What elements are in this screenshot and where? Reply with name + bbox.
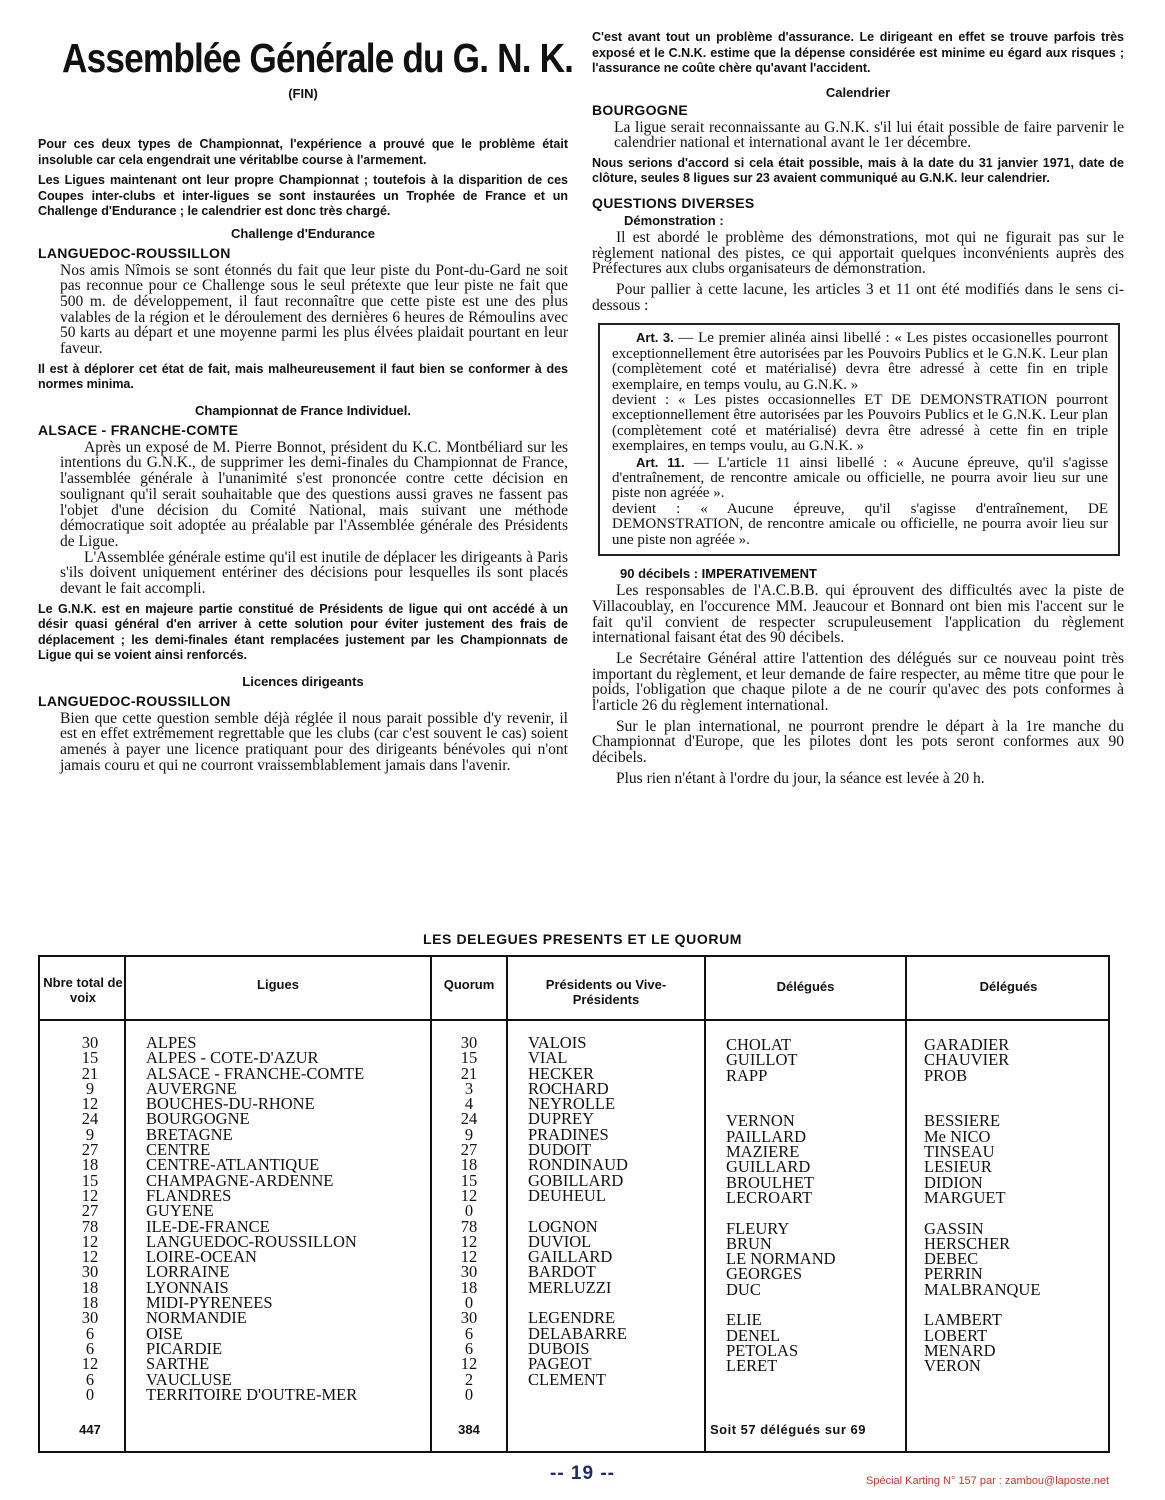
intro-paragraph-2: Les Ligues maintenant ont leur propre Championnat ; toutefois à la disparition de ces Coupes inter-clubs et inter-ligues se sont instaurées un Trophée de France et un Challenge d'Endurance ; le calendrier est donc très chargé. [38,173,568,218]
delegue-cell: CHOLAT [726,1035,792,1054]
president-cell: PAGEOT [528,1354,592,1374]
quorum-cell: 21 [460,1063,478,1083]
quorum-cell: 15 [460,1170,478,1190]
subheading-demonstration: Démonstration : [624,212,724,228]
column-quorum [436,1035,502,1402]
delegue-cell: LESIEUR [924,1157,992,1177]
voix-cell: 0 [85,1384,95,1404]
quorum-cell: 30 [460,1308,478,1328]
voix-cell: 9 [85,1078,95,1098]
article-3-text: — Le premier alinéa ainsi libellé : « Les pistes occasionelles pourront exceptionnellement être autorisées par les Pouvoirs Publics et le G.N.K. Leur plan (complètement coté et matérialisé) devra être adressé à cette fin en triple exemplaire, en temps voulu, au G.N.K. » [612,330,1108,393]
total-quorum: 384 [458,1422,480,1437]
delegue-cell: GEORGES [726,1264,803,1284]
quorum-cell: 12 [460,1247,478,1267]
delegue-cell: HERSCHER [924,1233,1011,1253]
assurance-paragraph: C'est avant tout un problème d'assurance. Le dirigeant en effet se trouve parfois très exposé et le C.N.K. estime que la dépense considérée est minime eu égard aux risques ; l'assurance ne coûte chère qu'avant l'accident. [592,30,1124,75]
championnat-paragraph-1: Après un exposé de M. Pierre Bonnot, président du K.C. Montbéliard sur les intentions du G.N.K., de supprimer les demi-finales du Championnat de France, l'assemblée générale à l'unanimité s'est prononcée contre cette décision en soulignant qu'il serait souhaitable que des questions aussi graves ne fassent pas l'objet d'une décision du Comité National, mais suivant une méthode démocratique soit adoptée au préalable par l'Assemblée générale des Présidents de Ligue. [60,438,568,550]
quorum-cell: 12 [460,1185,478,1205]
left-column [38,30,574,774]
ligue-cell: GUYENE [146,1201,214,1221]
president-cell: VIAL [528,1048,568,1068]
delegue-cell: RAPP [726,1065,768,1085]
column-presidents [528,1035,698,1402]
delegue-cell: GARADIER [924,1035,1010,1054]
ligue-cell: CENTRE [146,1140,211,1160]
ligue-cell: NORMANDIE [146,1308,247,1328]
delegue-cell: MENARD [924,1340,996,1360]
table-divider [905,957,907,1451]
header-quorum: Quorum [443,977,495,992]
endurance-paragraph-1: Nos amis Nîmois se sont étonnés du fait que leur piste du Pont-du-Gard ne soit pas reconnue pour ce Challenge sous le seul prétexte que leur piste ne fait que 500 m. de développement, il faut reconnaître que cette piste est une des plus valables de la région et le déroulement des dernières 6 heures de Rémoulins avec 50 karts au départ et une moyenne parmi les plus élvées plaidait pourtant en leur faveur. [60,261,568,358]
section-heading-endurance: Challenge d'Endurance [231,225,375,241]
article-3 [612,330,1108,393]
section-heading-calendrier: Calendrier [825,84,891,100]
delegue-cell: PROB [924,1065,968,1085]
delegue-cell: LOBERT [924,1325,988,1345]
quorum-cell: 2 [464,1369,474,1389]
president-cell: GOBILLARD [528,1170,624,1190]
delegue-cell: TINSEAU [924,1142,995,1162]
quorum-cell: 9 [464,1124,474,1144]
delegue-cell: LERET [726,1356,778,1376]
delegue-cell [726,1083,901,1098]
voix-cell: 6 [85,1338,95,1358]
delegue-cell: BROULHET [726,1172,814,1192]
ligue-cell: AUVERGNE [146,1078,237,1098]
quorum-cell: 12 [460,1354,478,1374]
president-cell: RONDINAUD [528,1155,628,1175]
voix-cell: 12 [81,1231,99,1251]
voix-cell: 78 [81,1216,99,1236]
ligue-cell: BRETAGNE [146,1124,233,1144]
ligue-cell: SARTHE [146,1354,210,1374]
table-divider [506,957,508,1451]
voix-cell: 18 [81,1277,99,1297]
voix-cell: 12 [81,1247,99,1267]
president-cell: DUVIOL [528,1231,592,1251]
president-cell: GAILLARD [528,1247,613,1267]
quorum-cell: 15 [460,1048,478,1068]
quorum-cell: 24 [460,1109,478,1129]
article-11-new: devient : « Aucune épreuve, qu'il s'agisse d'entraînement, DE DEMONSTRATION, de rencontre amicale ou officielle, ne pourra avoir lieu sur une piste non agréée ». [612,500,1108,548]
delegue-cell [924,1083,1104,1098]
delegue-cell: VERNON [726,1111,795,1131]
ligue-cell: ALPES - COTE-D'AZUR [146,1048,319,1068]
delegates-table [38,955,1110,1453]
table-divider [430,957,432,1451]
voix-cell: 12 [81,1354,99,1374]
ligue-cell: ALSACE - FRANCHE-COMTE [146,1063,365,1083]
header-ligues: Ligues [257,977,299,992]
ligue-cell: LORRAINE [146,1262,230,1282]
calendrier-paragraph-2: Nous serions d'accord si cela était possible, mais à la date du 31 janvier 1971, date de clôture, seules 8 ligues sur 23 avaient communiqué au G.N.K. leur calendrier. [592,155,1124,186]
ligue-cell: MIDI-PYRENEES [146,1293,273,1313]
president-cell: DEUHEUL [528,1185,606,1205]
intro-paragraph-1: Pour ces deux types de Championnat, l'expérience a prouvé que le problème était insoluble car cela engendrait une véritablbe course à l'armement. [38,137,568,167]
total-voix: 447 [79,1422,101,1437]
voix-cell: 18 [81,1155,99,1175]
voix-cell: 12 [81,1094,99,1114]
delegue-cell: DIDION [924,1172,983,1192]
president-cell: HECKER [528,1063,594,1083]
delegue-cell: LE NORMAND [726,1249,836,1269]
article-3-label: Art. 3. [636,330,674,346]
president-cell: DELABARRE [528,1323,627,1343]
calendrier-paragraph-1: La ligue serait reconnaissante au G.N.K. s'il lui était possible de faire parvenir le calendrier national et international avant le 1er décembre. [614,118,1124,152]
voix-cell: 30 [81,1033,99,1052]
column-voix [60,1035,120,1402]
column-delegues-1 [726,1037,901,1404]
voix-cell: 30 [81,1262,99,1282]
voix-cell: 15 [81,1048,99,1068]
president-cell: BARDOT [528,1262,596,1282]
header-presidents: Présidents ou Vive-Présidents [545,977,667,1007]
quorum-cell: 78 [460,1216,478,1236]
quorum-cell: 0 [464,1201,474,1221]
demonstration-paragraph-2: Pour pallier à cette lacune, les articles 3 et 11 ont été modifiés dans le sens ci-dessous : [592,281,1124,314]
voix-cell: 9 [85,1124,95,1144]
licences-paragraph: Bien que cette question semble déjà réglée il nous parait possible d'y revenir, il est en effet extrêmement regrettable que les clubs (car c'est souvent le cas) soient amenés à payer une licence pratiquant pour des dirigeants bénévoles qui n'ont jamais couru et qui ne courront vraissemblablement jamais dans l'avenir. [60,709,568,774]
decibels-paragraph-2: Le Secrétaire Général attire l'attention des délégués sur ce nouveau point très important du règlement, et leur demande de faire respecter, au même titre que pour le poids, l'obligation que chaque pilote a de ne courir qu'avec des pots conformes à l'article 26 du règlement international. [592,649,1124,715]
section-heading-licences: Licences dirigeants [242,673,364,689]
page-number: -- 19 -- [550,1463,615,1484]
table-title: LES DELEGUES PRESENTS ET LE QUORUM [422,931,743,947]
president-cell: LOGNON [528,1216,598,1236]
league-heading: ALSACE - FRANCHE-COMTE [38,421,239,438]
delegue-cell: LECROART [726,1187,813,1207]
quorum-cell: 0 [464,1384,474,1404]
president-cell: LEGENDRE [528,1308,616,1328]
delegue-cell [726,1389,901,1404]
ligue-cell: ALPES [146,1033,197,1052]
voix-cell: 18 [81,1293,99,1313]
ligue-cell: LOIRE-OCEAN [146,1247,257,1267]
league-heading: LANGUEDOC-ROUSSILLON [38,244,231,261]
ligue-cell: CENTRE-ATLANTIQUE [146,1155,320,1175]
delegue-cell [924,1389,1104,1404]
delegue-cell: DEBEC [924,1249,979,1269]
president-cell: ROCHARD [528,1078,609,1098]
subtitle: (FIN) [288,86,318,101]
delegue-cell: CHAUVIER [924,1050,1010,1070]
delegue-cell: PETOLAS [726,1340,799,1360]
delegue-cell: MARGUET [924,1187,1006,1207]
voix-cell: 21 [81,1063,99,1083]
decibels-paragraph-1: Les responsables de l'A.C.B.B. qui éprouvent des difficultés avec la piste de Villacoublay, en l'occurence MM. Jeaucour et Bonnard ont bien mis l'accent sur le fait qu'il convient de respecter scrupuleusement l'application du règlement international faisant état des 90 décibels. [592,582,1124,647]
voix-cell: 27 [81,1201,99,1221]
article-3-new: devient : « Les pistes occasionnelles ET DE DEMONSTRATION pourront exceptionnellement être autorisées par les Pouvoirs Publics et le G.N.K. Leur plan (complètement coté et matérialisé) devra être adressé à cette fin en triple exemplaires, en temps voulu, au G.N.K. » [612,392,1108,455]
delegue-cell [726,1374,901,1389]
voix-cell: 30 [81,1308,99,1328]
quorum-cell: 6 [464,1323,474,1343]
voix-cell: 24 [81,1109,99,1129]
demonstration-paragraph-1: Il est abordé le problème des démonstrations, mot qui ne figurait pas sur le règlement national des pistes, ce qui apportait quelques inconvénients auprès des Préfectures aux clubs organisateurs de démonstration. [592,228,1124,278]
league-heading: BOURGOGNE [592,101,689,118]
ligue-cell: LANGUEDOC-ROUSSILLON [146,1231,357,1251]
delegue-cell: MALBRANQUE [924,1279,1041,1299]
quorum-cell: 30 [460,1033,478,1052]
president-cell: DUDOIT [528,1140,592,1160]
section-heading-decibels: 90 décibels : IMPERATIVEMENT [620,566,817,582]
ligue-cell: BOUCHES-DU-RHONE [146,1094,315,1114]
ligue-cell: OISE [146,1323,183,1343]
delegue-cell: LAMBERT [924,1310,1002,1330]
ligue-cell: BOURGOGNE [146,1109,250,1129]
header-voix: Nbre total de voix [43,975,123,1005]
delegue-cell: BRUN [726,1233,772,1253]
article-11 [612,455,1108,502]
delegue-cell: GUILLOT [726,1050,798,1070]
article-11-label: Art. 11. [636,454,685,470]
quorum-cell: 27 [460,1140,478,1160]
right-column [592,30,1124,787]
page-title: Assemblée Générale du G. N. K. [62,35,574,81]
delegue-cell: MAZIERE [726,1142,800,1162]
quorum-cell: 30 [460,1262,478,1282]
ligue-cell: FLANDRES [146,1185,232,1205]
delegue-cell: GASSIN [924,1218,984,1238]
quorum-cell: 18 [460,1277,478,1297]
header-delegues-2: Délégués [979,979,1038,994]
column-delegues-2 [924,1037,1104,1404]
quorum-cell: 4 [464,1094,474,1114]
quorum-cell: 3 [464,1078,474,1098]
delegue-cell: BESSIERE [924,1111,1001,1131]
president-cell: VALOIS [528,1033,587,1052]
endurance-paragraph-2: Il est à déplorer cet état de fait, mais malheureusement il faut bien se conformer à des normes minima. [38,361,568,392]
voix-cell: 6 [85,1369,95,1389]
president-cell: PRADINES [528,1124,609,1144]
championnat-paragraph-3: Le G.N.K. est en majeure partie constitué de Présidents de ligue qui ont accédé à un désir quasi général d'en arriver à cette solution pour éviter justement des frais de déplacement ; les demi-finales étant remplacées justement par les Championnats de Ligue qui se voient ainsi renforcés. [38,601,568,663]
ligue-cell: TERRITOIRE D'OUTRE-MER [146,1384,358,1404]
quorum-cell: 0 [464,1293,474,1313]
delegates-summary: Soit 57 délégués sur 69 [710,1422,867,1437]
voix-cell: 27 [81,1140,99,1160]
voix-cell: 6 [85,1323,95,1343]
delegue-cell: ELIE [726,1310,762,1330]
delegue-cell: PAILLARD [726,1126,807,1146]
article-11-text: — L'article 11 ainsi libellé : « Aucune épreuve, qu'il s'agisse d'entraînement, de rencontre amicale ou officielle, ne pourra avoir lieu sur une piste non agréée ». [612,454,1108,502]
ligue-cell: VAUCLUSE [146,1369,232,1389]
president-cell: DUPREY [528,1109,595,1129]
header-delegues-1: Délégués [776,979,835,994]
voix-cell: 12 [81,1185,99,1205]
section-heading-questions: QUESTIONS DIVERSES [592,194,755,211]
quorum-cell: 18 [460,1155,478,1175]
delegue-cell: DENEL [726,1325,781,1345]
decibels-paragraph-3: Sur le plan international, ne pourront prendre le départ à la 1re manche du Championnat d'Europe, que les pilotes dont les pots seront conformes aux 90 décibels. [592,717,1124,767]
ligue-cell: ILE-DE-FRANCE [146,1216,270,1236]
league-heading: LANGUEDOC-ROUSSILLON [38,692,231,709]
president-cell: NEYROLLE [528,1094,616,1114]
footer-credit: Spécial Karting N° 157 par : zambou@laposte.net [866,1475,1110,1487]
voix-cell: 15 [81,1170,99,1190]
column-ligues [146,1035,426,1402]
delegue-cell: Me NICO [924,1126,991,1146]
table-divider [704,957,706,1451]
ligue-cell: PICARDIE [146,1338,223,1358]
president-cell [528,1387,698,1402]
quorum-cell: 12 [460,1231,478,1251]
ligue-cell: CHAMPAGNE-ARDENNE [146,1170,334,1190]
section-heading-championnat: Championnat de France Individuel. [195,402,411,418]
delegue-cell: GUILLARD [726,1157,811,1177]
delegue-cell [924,1374,1104,1389]
table-divider [124,957,126,1451]
championnat-paragraph-2: L'Assemblée générale estime qu'il est inutile de déplacer les dirigeants à Paris s'ils doivent uniquement entériner des décisions pour lesquelles ils sont placés devant le fait accompli. [60,548,568,598]
delegue-cell: FLEURY [726,1218,790,1238]
president-cell: DUBOIS [528,1338,590,1358]
delegue-cell: VERON [924,1356,981,1376]
delegue-cell: DUC [726,1279,761,1299]
table-header-rule [40,1019,1108,1021]
president-cell: CLEMENT [528,1369,606,1389]
president-cell: MERLUZZI [528,1277,612,1297]
ligue-cell: LYONNAIS [146,1277,229,1297]
delegue-cell: PERRIN [924,1264,983,1284]
closing-paragraph: Plus rien n'étant à l'ordre du jour, la séance est levée à 20 h. [616,769,985,787]
articles-box [598,323,1120,556]
quorum-cell: 6 [464,1338,474,1358]
